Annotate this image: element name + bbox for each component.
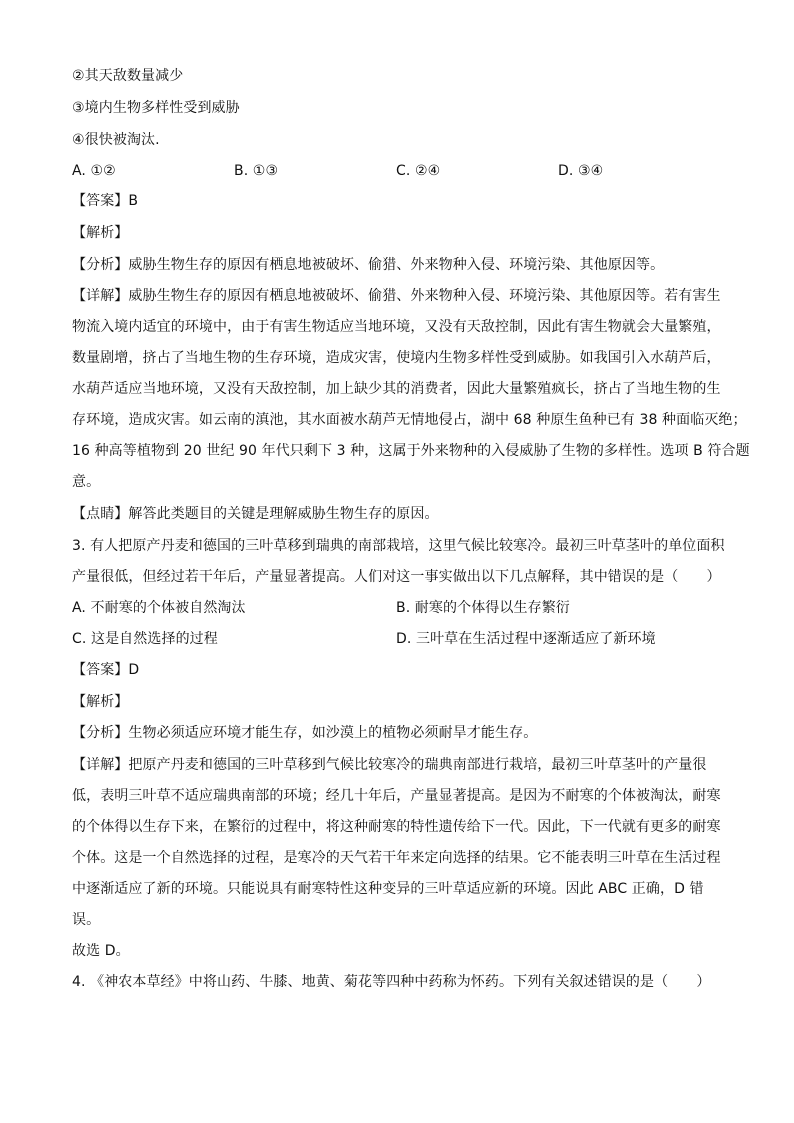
dianjing: 【点睛】解答此类题目的关键是理解威胁生物生存的原因。 (72, 506, 439, 522)
option-d: D. ③④ (558, 163, 604, 179)
q3-xiangjie-line: 误。 (72, 912, 101, 928)
item-3: ③境内生物多样性受到威胁 (72, 100, 240, 116)
option-c: C. ②④ (396, 163, 441, 179)
xiangjie-line: 【详解】威胁生物生存的原因有栖息地被破坏、偷猎、外来物种入侵、环境污染、其他原因等。若有害生 (72, 288, 721, 304)
q3-option-b: B. 耐寒的个体得以生存繁衍 (396, 600, 570, 616)
xiangjie-line: 存环境，造成灾害。如云南的滇池，其水面被水葫芦无情地侵占，湖中 68 种原生鱼种已有 38 种面临灭绝； (72, 412, 747, 428)
option-b: B. ①③ (234, 163, 279, 179)
q3-option-c: C. 这是自然选择的过程 (72, 631, 218, 647)
q3-xiangjie-line: 个体。这是一个自然选择的过程，是寒冷的天气若干年来定向选择的结果。它不能表明三叶草在生活过程 (72, 850, 721, 866)
analysis-fenxi: 【分析】威胁生物生存的原因有栖息地被破坏、偷猎、外来物种入侵、环境污染、其他原因等。 (72, 257, 665, 273)
xiangjie-line: 意。 (72, 474, 101, 490)
item-2: ②其天敌数量减少 (72, 68, 184, 84)
analysis-heading: 【解析】 (72, 225, 129, 241)
q4-stem: 4. 《神农本草经》中将山药、牛膝、地黄、菊花等四种中药称为怀药。下列有关叙述错误的是（ ） (72, 974, 711, 990)
q3-fenxi: 【分析】生物必须适应环境才能生存，如沙漠上的植物必须耐旱才能生存。 (72, 725, 538, 741)
q3-xiangjie-line: 的个体得以生存下来，在繁衍的过程中，将这种耐寒的特性遗传给下一代。因此，下一代就有更多的耐寒 (72, 819, 721, 835)
q3-xiangjie-line: 中逐渐适应了新的环境。只能说具有耐寒特性这种变异的三叶草适应新的环境。因此 ABC 正确，D 错 (72, 881, 704, 897)
q3-xiangjie-line: 低，表明三叶草不适应瑞典南部的环境；经几十年后，产量显著提高。是因为不耐寒的个体被淘汰，耐寒 (72, 788, 721, 804)
q3-answer: 【答案】D (72, 662, 140, 678)
q3-option-a: A. 不耐寒的个体被自然淘汰 (72, 600, 246, 616)
answer-label: 【答案】B (72, 193, 139, 209)
xiangjie-line: 物流入境内适宜的环境中，由于有害生物适应当地环境，又没有天敌控制，因此有害生物就会大量繁殖， (72, 319, 721, 335)
q3-option-d: D. 三叶草在生活过程中逐渐适应了新环境 (396, 631, 656, 647)
xiangjie-line: 水葫芦适应当地环境，又没有天敌控制，加上缺少其的消费者，因此大量繁殖疯长，挤占了当地生物的生 (72, 381, 721, 397)
xiangjie-line: 数量剧增，挤占了当地生物的生存环境，造成灾害，使境内生物多样性受到威胁。如我国引入水葫芦后， (72, 350, 721, 366)
q3-analysis-heading: 【解析】 (72, 694, 129, 710)
item-4: ④很快被淘汰. (72, 132, 160, 148)
option-a: A. ①② (72, 163, 116, 179)
q3-conclusion: 故选 D。 (72, 943, 130, 959)
xiangjie-line: 16 种高等植物到 20 世纪 90 年代只剩下 3 种，这属于外来物种的入侵威胁了生物的多样性。选项 B 符合题 (72, 443, 750, 459)
q3-xiangjie-line: 【详解】把原产丹麦和德国的三叶草移到气候比较寒冷的瑞典南部进行栽培，最初三叶草茎叶的产量很 (72, 757, 707, 773)
q3-stem-line: 3. 有人把原产丹麦和德国的三叶草移到瑞典的南部栽培，这里气候比较寒冷。最初三叶草茎叶的单位面积 (72, 538, 725, 554)
q3-stem-line: 产量很低，但经过若干年后，产量显著提高。人们对这一事实做出以下几点解释，其中错误的是（ ） (72, 569, 721, 585)
